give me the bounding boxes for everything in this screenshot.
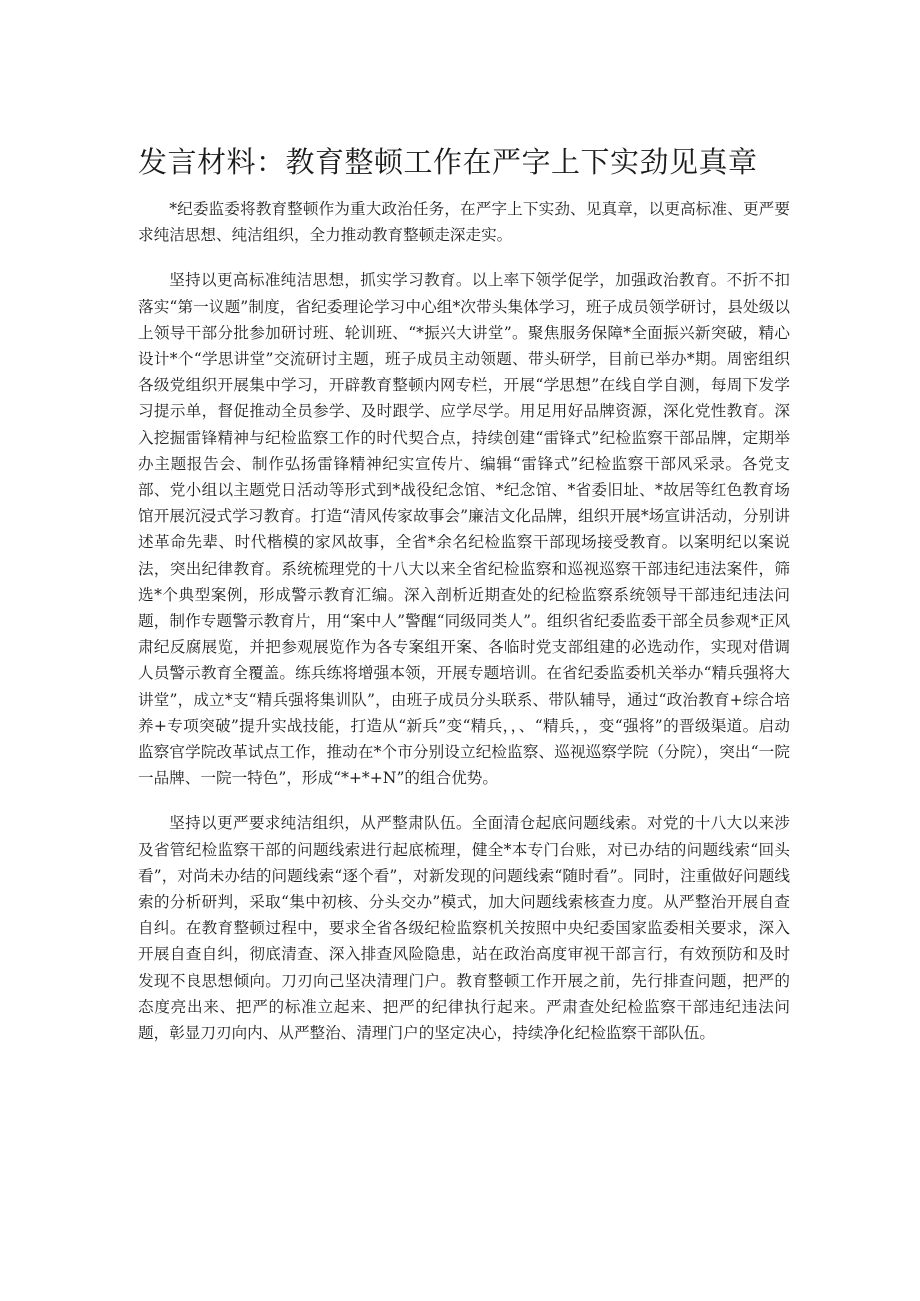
team-rectification-paragraph: 坚持以更严要求纯洁组织，从严整肃队伍。全面清仓起底问题线索。对党的十八大以来涉及省管纪检监察干部的问题线索进行起底梳理，健全*本专门台账，对已办结的问题线索“回头看”，对尚未办结的问题线索“逐个看”，对新发现的问题线索“随时看”。同时，注重做好问题线索的分析研判，采取“集中初核、分头交办”模式，加大问题线索核查力度。从严整治开展自查自纠。在教育整顿过程中，要求全省各级纪检监察机关按照中央纪委国家监委相关要求，深入开展自查自纠，彻底清查、深入排查风险隐患，站在政治高度审视干部言行，有效预防和及时发现不良思想倾向。刀刃向己坚决清理门户。教育整顿工作开展之前，先行排查问题，把严的态度亮出来、把严的标准立起来、把严的纪律执行起来。严肃查处纪检监察干部违纪违法问题，彰显刀刃向内、从严整治、清理门户的坚定决心，持续净化纪检监察干部队伍。 [138, 814, 790, 1043]
document-body [138, 196, 790, 1065]
document-title: 发言材料：教育整顿工作在严字上下实劲见真章 [138, 145, 758, 179]
intro-paragraph: *纪委监委将教育整顿作为重大政治任务，在严字上下实劲、见真章，以更高标准、更严要求纯洁思想、纯洁组织，全力推动教育整顿走深走实。 [138, 200, 790, 245]
study-education-paragraph: 坚持以更高标准纯洁思想，抓实学习教育。以上率下领学促学，加强政治教育。不折不扣落实“第一议题”制度，省纪委理论学习中心组*次带头集体学习，班子成员领学研讨，县处级以上领导干部分批参加研讨班、轮训班、“*振兴大讲堂”。聚焦服务保障*全面振兴新突破，精心设计*个“学思讲堂”交流研讨主题，班子成员主动领题、带头研学，目前已举办*期。周密组织各级党组织开展集中学习，开辟教育整顿内网专栏，开展“学思想”在线自学自测，每周下发学习提示单，督促推动全员参学、及时跟学、应学尽学。用足用好品牌资源，深化党性教育。深入挖掘雷锋精神与纪检监察工作的时代契合点，持续创建“雷锋式”纪检监察干部品牌，定期举办主题报告会、制作弘扬雷锋精神纪实宣传片、编辑“雷锋式”纪检监察干部风采录。各党支部、党小组以主题党日活动等形式到*战役纪念馆、*纪念馆、*省委旧址、*故居等红色教育场馆开展沉浸式学习教育。打造“清风传家故事会”廉洁文化品牌，组织开展*场宣讲活动，分别讲述革命先辈、时代楷模的家风故事，全省*余名纪检监察干部现场接受教育。以案明纪以案说法，突出纪律教育。系统梳理党的十八大以来全省纪检监察和巡视巡察干部违纪违法案件，筛选*个典型案例，形成警示教育汇编。深入剖析近期查处的纪检监察系统领导干部违纪违法问题，制作专题警示教育片，用“案中人”警醒“同级同类人”。组织省纪委监委干部全员参观*正风肃纪反腐展览，并把参观展览作为各专案组开案、各临时党支部组建的必选动作，实现对借调人员警示教育全覆盖。练兵练将增强本领，开展专题培训。在省纪委监委机关举办“精兵强将大讲堂”，成立*支“精兵强将集训队”，由班子成员分头联系、带队辅导，通过“政治教育+综合培养+专项突破”提升实战技能，打造从“新兵”变“精兵，，、“精兵，，变“强将”的晋级渠道。启动监察官学院改革试点工作，推动在*个市分别设立纪检监察、巡视巡察学院（分院），突出“一院一品牌、一院一特色”，形成“*+*+N”的组合优势。 [138, 271, 790, 788]
